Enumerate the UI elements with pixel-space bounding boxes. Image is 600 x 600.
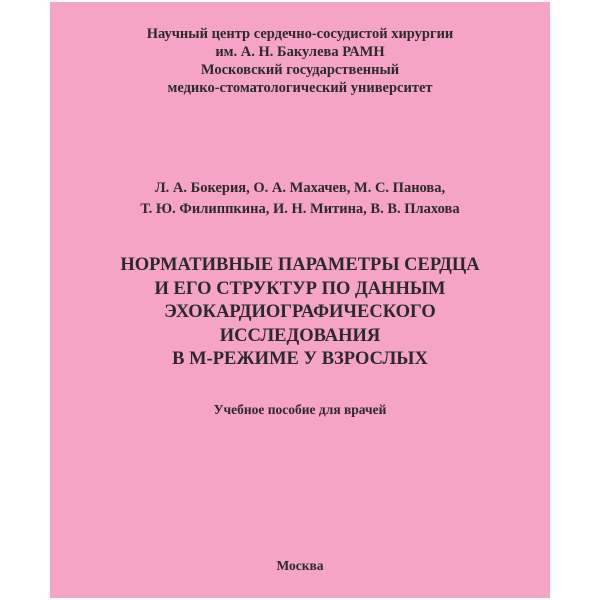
institution-line: медико-стоматологический университет <box>167 80 433 96</box>
title-line: ЭХОКАРДИОГРАФИЧЕСКОГО <box>164 302 436 322</box>
book-subtitle: Учебное пособие для врачей <box>213 402 387 417</box>
title-line: НОРМАТИВНЫЕ ПАРАМЕТРЫ СЕРДЦА <box>120 255 480 275</box>
institution-block <box>50 25 550 97</box>
author-line: Т. Ю. Филиппкина, И. Н. Митина, В. В. Плахова <box>140 201 460 217</box>
authors-block <box>50 178 550 220</box>
title-line: ИССЛЕДОВАНИЯ <box>219 325 381 346</box>
book-cover <box>50 2 550 598</box>
institution-line: им. А. Н. Бакулева РАМН <box>215 44 385 60</box>
book-title <box>50 254 550 372</box>
institution-line: Московский государственный <box>200 62 400 78</box>
author-line: Л. А. Бокерия, О. А. Махачев, М. С. Панова, <box>154 180 446 196</box>
institution-line: Научный центр сердечно-сосудистой хирургии <box>146 26 454 42</box>
publication-city: Москва <box>276 558 324 573</box>
title-line: И ЕГО СТРУКТУР ПО ДАННЫМ <box>154 278 446 299</box>
title-line: В М-РЕЖИМЕ У ВЗРОСЛЫХ <box>172 349 428 369</box>
